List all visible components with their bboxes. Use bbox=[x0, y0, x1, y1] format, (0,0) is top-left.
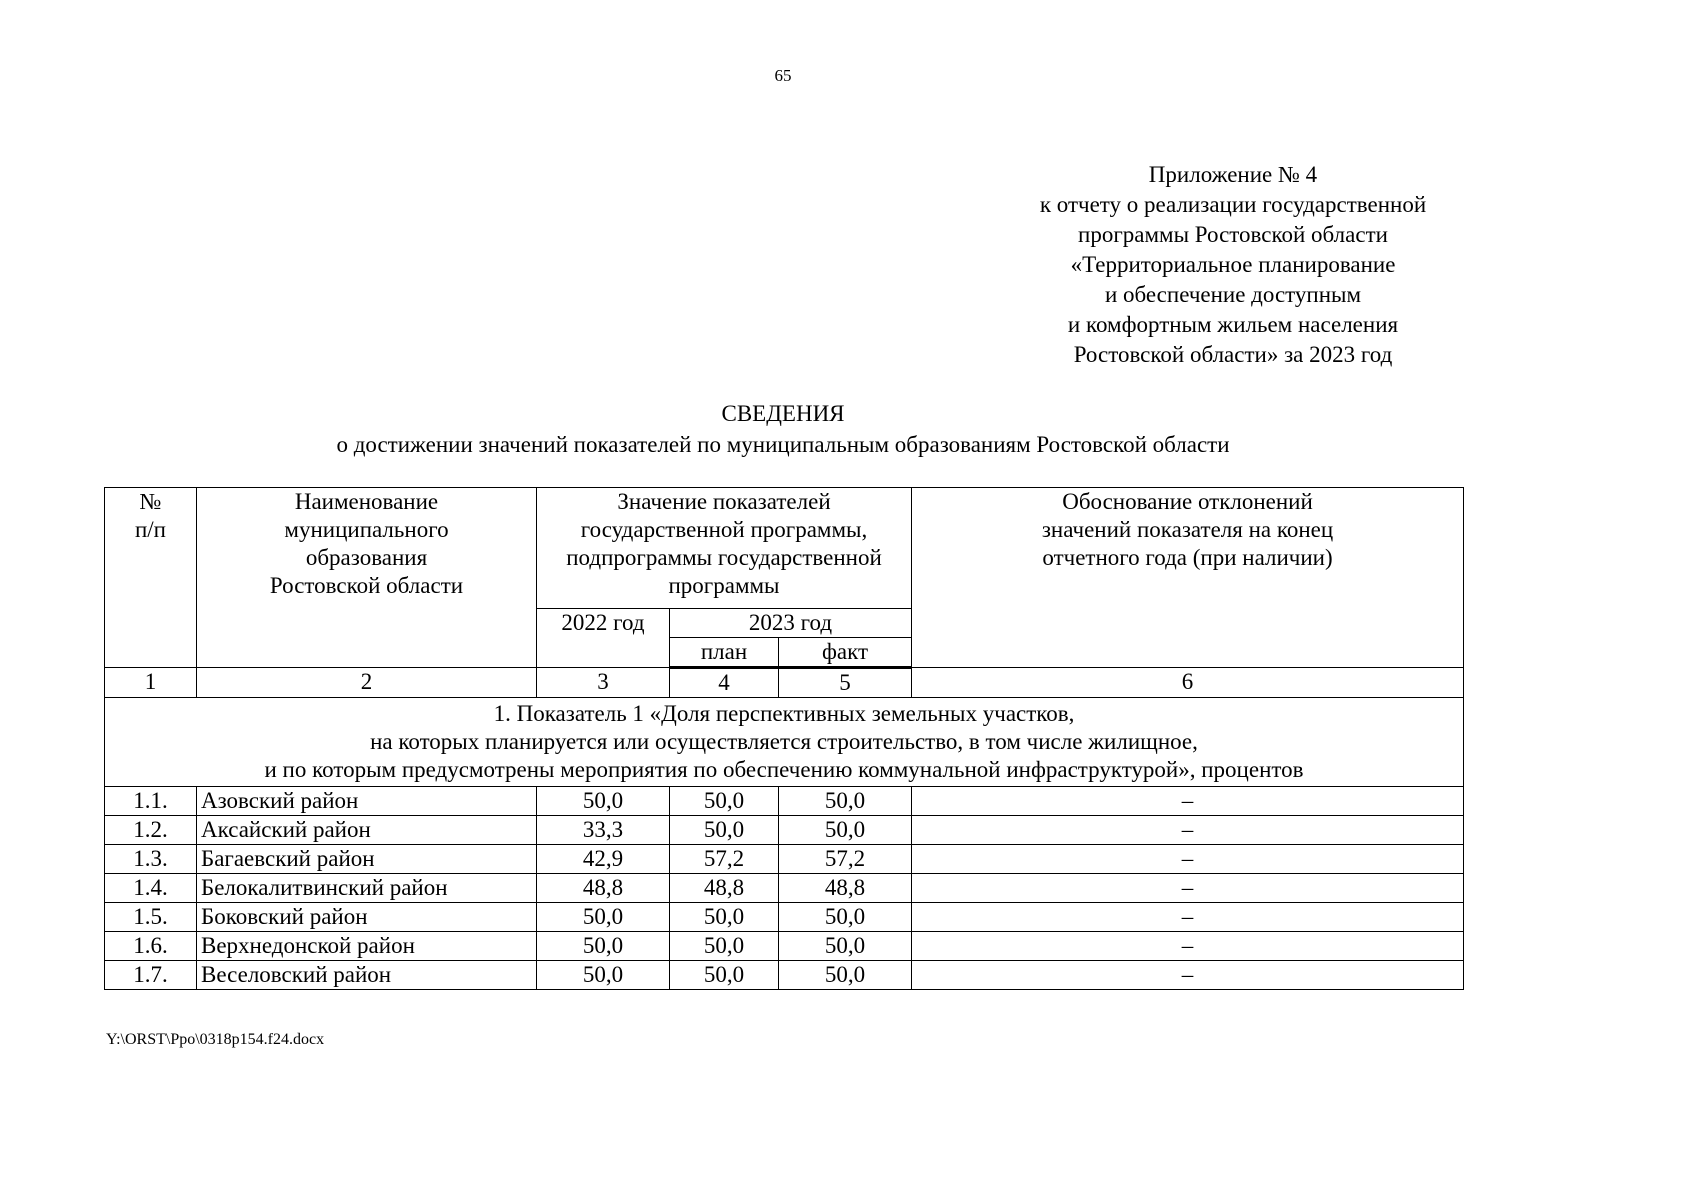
appendix-line: «Территориальное планирование bbox=[1070, 252, 1396, 277]
header-plan: план bbox=[670, 638, 779, 668]
column-number: 5 bbox=[779, 668, 912, 698]
table-row bbox=[105, 845, 1464, 874]
header-fact: факт bbox=[779, 638, 912, 668]
value-fact: 50,0 bbox=[779, 816, 912, 845]
value-2022: 50,0 bbox=[537, 932, 670, 961]
row-number: 1.3. bbox=[105, 845, 197, 874]
municipality-name: Веселовский район bbox=[197, 961, 537, 990]
justification: – bbox=[912, 874, 1464, 903]
table-row bbox=[105, 932, 1464, 961]
section-row bbox=[105, 698, 1464, 787]
value-2022: 50,0 bbox=[537, 961, 670, 990]
value-2022: 33,3 bbox=[537, 816, 670, 845]
header-text: значений показателя на конец bbox=[1041, 517, 1334, 542]
header-text: Значение показателей bbox=[617, 489, 831, 514]
header-year-2022: 2022 год bbox=[537, 609, 670, 668]
header-row bbox=[105, 488, 1464, 609]
column-number: 2 bbox=[197, 668, 537, 698]
section-line: на которых планируется или осуществляется строительство, в том числе жилищное, bbox=[370, 729, 1198, 754]
header-justification bbox=[912, 488, 1464, 668]
document-title: СВЕДЕНИЯ bbox=[721, 401, 845, 426]
municipality-name: Азовский район bbox=[197, 787, 537, 816]
table-row bbox=[105, 787, 1464, 816]
header-text: отчетного года (при наличии) bbox=[1042, 545, 1333, 570]
value-2022: 50,0 bbox=[537, 903, 670, 932]
value-plan: 57,2 bbox=[670, 845, 779, 874]
header-text: № bbox=[139, 489, 162, 514]
appendix-line: и комфортным жильем населения bbox=[1067, 312, 1399, 337]
justification: – bbox=[912, 903, 1464, 932]
value-plan: 48,8 bbox=[670, 874, 779, 903]
value-fact: 50,0 bbox=[779, 961, 912, 990]
row-number: 1.2. bbox=[105, 816, 197, 845]
appendix-block bbox=[1002, 160, 1464, 370]
header-text: Ростовской области bbox=[269, 573, 464, 598]
justification: – bbox=[912, 816, 1464, 845]
column-number: 3 bbox=[537, 668, 670, 698]
value-fact: 50,0 bbox=[779, 903, 912, 932]
header-number bbox=[105, 488, 197, 668]
justification: – bbox=[912, 932, 1464, 961]
header-text: п/п bbox=[134, 517, 166, 542]
value-fact: 57,2 bbox=[779, 845, 912, 874]
municipality-name: Боковский район bbox=[197, 903, 537, 932]
row-number: 1.1. bbox=[105, 787, 197, 816]
value-2022: 50,0 bbox=[537, 787, 670, 816]
value-fact: 50,0 bbox=[779, 787, 912, 816]
appendix-line: и обеспечение доступным bbox=[1104, 282, 1362, 307]
indicators-table bbox=[104, 487, 1464, 990]
column-number-row bbox=[105, 668, 1464, 698]
value-2022: 48,8 bbox=[537, 874, 670, 903]
column-number: 1 bbox=[105, 668, 197, 698]
justification: – bbox=[912, 961, 1464, 990]
table-row bbox=[105, 874, 1464, 903]
header-text: Обоснование отклонений bbox=[1062, 489, 1313, 514]
file-path-footer: Y:\ORST\Ppo\0318p154.f24.docx bbox=[106, 1031, 325, 1048]
column-number: 6 bbox=[912, 668, 1464, 698]
header-value bbox=[537, 488, 912, 609]
value-plan: 50,0 bbox=[670, 816, 779, 845]
value-plan: 50,0 bbox=[670, 903, 779, 932]
table-row bbox=[105, 961, 1464, 990]
header-name bbox=[197, 488, 537, 668]
municipality-name: Верхнедонской район bbox=[197, 932, 537, 961]
justification: – bbox=[912, 787, 1464, 816]
row-number: 1.5. bbox=[105, 903, 197, 932]
value-plan: 50,0 bbox=[670, 932, 779, 961]
appendix-line: программы Ростовской области bbox=[1078, 222, 1388, 247]
appendix-line: Ростовской области» за 2023 год bbox=[1073, 342, 1393, 367]
row-number: 1.4. bbox=[105, 874, 197, 903]
value-plan: 50,0 bbox=[670, 787, 779, 816]
value-2022: 42,9 bbox=[537, 845, 670, 874]
value-plan: 50,0 bbox=[670, 961, 779, 990]
section-line: и по которым предусмотрены мероприятия по обеспечению коммунальной инфраструктурой», процентов bbox=[264, 757, 1304, 782]
table-row bbox=[105, 903, 1464, 932]
value-fact: 48,8 bbox=[779, 874, 912, 903]
row-number: 1.6. bbox=[105, 932, 197, 961]
value-fact: 50,0 bbox=[779, 932, 912, 961]
header-year-2023: 2023 год bbox=[670, 609, 912, 638]
appendix-line: к отчету о реализации государственной bbox=[1039, 192, 1427, 217]
municipality-name: Аксайский район bbox=[197, 816, 537, 845]
appendix-line: Приложение № 4 bbox=[1148, 162, 1318, 187]
table-row bbox=[105, 816, 1464, 845]
section-line: 1. Показатель 1 «Доля перспективных земельных участков, bbox=[493, 701, 1075, 726]
header-text: Наименование bbox=[294, 489, 439, 514]
header-text: подпрограммы государственной bbox=[566, 545, 882, 570]
row-number: 1.7. bbox=[105, 961, 197, 990]
municipality-name: Багаевский район bbox=[197, 845, 537, 874]
header-text: программы bbox=[668, 573, 780, 598]
header-text: образования bbox=[305, 545, 428, 570]
header-text: государственной программы, bbox=[580, 517, 868, 542]
column-number: 4 bbox=[670, 668, 779, 698]
document-subtitle: о достижении значений показателей по муниципальным образованиям Ростовской области bbox=[336, 432, 1230, 457]
header-text: муниципального bbox=[284, 517, 449, 542]
municipality-name: Белокалитвинский район bbox=[197, 874, 537, 903]
section-heading bbox=[105, 698, 1464, 787]
page-number: 65 bbox=[774, 66, 792, 85]
justification: – bbox=[912, 845, 1464, 874]
